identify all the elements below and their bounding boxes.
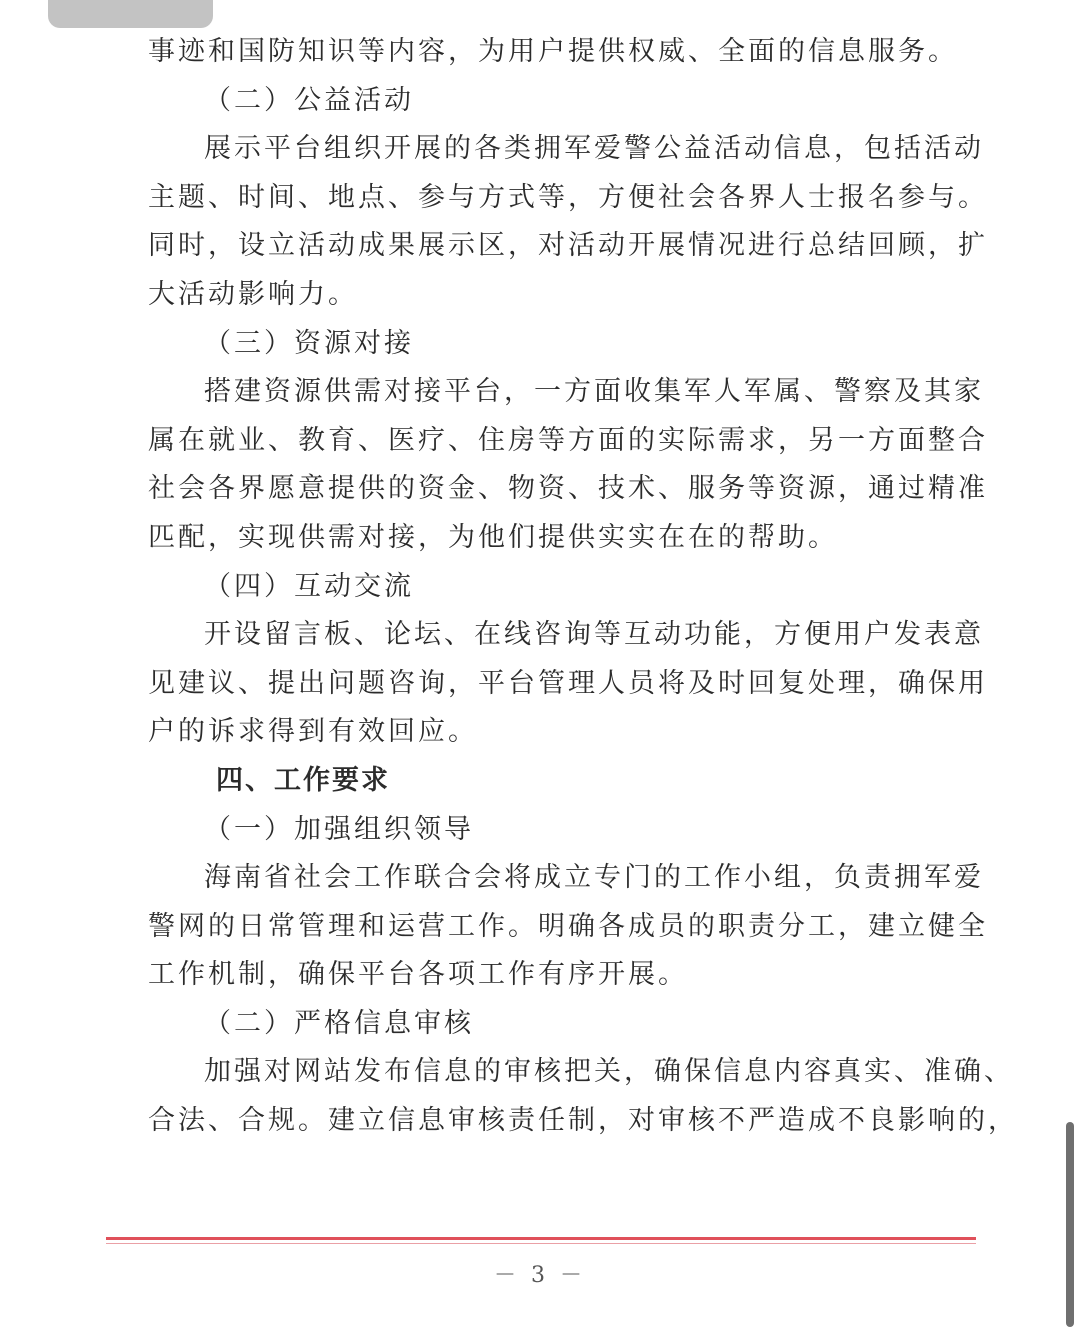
page-indicator-badge bbox=[48, 0, 213, 28]
paragraph-line: 大活动影响力。 bbox=[148, 278, 358, 310]
paragraph-line: 同时，设立活动成果展示区，对活动开展情况进行总结回顾，扩 bbox=[148, 230, 988, 262]
paragraph-line: 警网的日常管理和运营工作。明确各成员的职责分工，建立健全 bbox=[148, 910, 988, 942]
subheading-leadership: （一）加强组织领导 bbox=[204, 813, 474, 845]
subheading-interaction: （四）互动交流 bbox=[204, 570, 414, 602]
paragraph-line: 海南省社会工作联合会将成立专门的工作小组，负责拥军爱 bbox=[204, 862, 984, 894]
paragraph-line: 事迹和国防知识等内容，为用户提供权威、全面的信息服务。 bbox=[148, 36, 958, 67]
paragraph-line: 主题、时间、地点、参与方式等，方便社会各界人士报名参与。 bbox=[148, 181, 988, 213]
document-body bbox=[148, 28, 1018, 1146]
subheading-info-review: （二）严格信息审核 bbox=[204, 1007, 474, 1039]
subheading-public-welfare: （二）公益活动 bbox=[204, 84, 414, 116]
section-heading-work-requirements: 四、工作要求 bbox=[216, 764, 390, 796]
scrollbar-thumb[interactable] bbox=[1066, 1122, 1074, 1327]
paragraph-line: 户的诉求得到有效回应。 bbox=[148, 716, 478, 748]
paragraph-line: 合法、合规。建立信息审核责任制，对审核不严造成不良影响的， bbox=[148, 1105, 1018, 1137]
paragraph-line: 匹配，实现供需对接，为他们提供实实在在的帮助。 bbox=[148, 521, 838, 553]
paragraph-line: 开设留言板、论坛、在线咨询等互动功能，方便用户发表意 bbox=[204, 619, 984, 651]
footer-divider bbox=[106, 1237, 976, 1240]
paragraph-line: 展示平台组织开展的各类拥军爱警公益活动信息，包括活动 bbox=[204, 133, 984, 165]
paragraph-line: 社会各界愿意提供的资金、物资、技术、服务等资源，通过精准 bbox=[148, 473, 988, 505]
subheading-resource-matching: （三）资源对接 bbox=[204, 327, 414, 359]
paragraph-line: 搭建资源供需对接平台，一方面收集军人军属、警察及其家 bbox=[204, 376, 984, 408]
paragraph-line: 见建议、提出问题咨询，平台管理人员将及时回复处理，确保用 bbox=[148, 667, 988, 699]
paragraph-line: 加强对网站发布信息的审核把关，确保信息内容真实、准确、 bbox=[204, 1056, 1014, 1088]
footer-divider-thin bbox=[106, 1243, 976, 1244]
page-number: － 3 － bbox=[494, 1263, 586, 1288]
paragraph-line: 工作机制，确保平台各项工作有序开展。 bbox=[148, 959, 688, 991]
paragraph-line: 属在就业、教育、医疗、住房等方面的实际需求，另一方面整合 bbox=[148, 424, 988, 456]
